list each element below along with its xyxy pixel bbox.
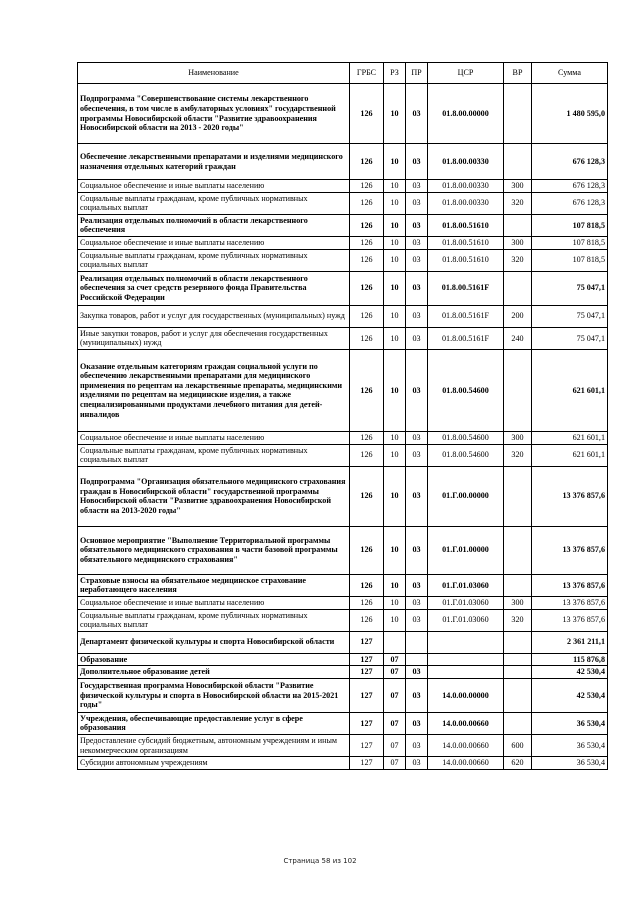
table-row <box>78 596 608 609</box>
row-csr: 01.8.00.00330 <box>428 144 504 180</box>
table-row <box>78 349 608 431</box>
row-csr: 01.8.00.5161F <box>428 327 504 349</box>
row-rz: 10 <box>384 444 406 466</box>
row-csr: 01.Г.01.03060 <box>428 574 504 596</box>
row-csr: 14.0.00.00000 <box>428 678 504 712</box>
row-grbs: 126 <box>350 444 384 466</box>
table-row <box>78 735 608 757</box>
row-sum: 107 818,5 <box>532 236 608 249</box>
row-name: Государственная программа Новосибирской области "Развитие физической культуры и спорта в Новосибирской области на 2015-2021 годы" <box>78 678 350 712</box>
row-pr: 03 <box>406 444 428 466</box>
row-sum: 676 128,3 <box>532 180 608 193</box>
row-csr: 01.Г.01.03060 <box>428 596 504 609</box>
row-rz: 07 <box>384 678 406 712</box>
row-grbs: 126 <box>350 180 384 193</box>
row-sum: 2 361 211,1 <box>532 631 608 653</box>
row-grbs: 127 <box>350 735 384 757</box>
row-grbs: 126 <box>350 596 384 609</box>
row-sum: 75 047,1 <box>532 271 608 305</box>
row-vr: 320 <box>504 609 532 631</box>
row-sum: 13 376 857,6 <box>532 609 608 631</box>
row-pr: 03 <box>406 84 428 144</box>
row-pr: 03 <box>406 735 428 757</box>
table-row <box>78 180 608 193</box>
row-grbs: 126 <box>350 84 384 144</box>
row-name: Основное мероприятие "Выполнение Территориальной программы обязательного медицинского страхования в части базовой программы обязательного медицинского страхования" <box>78 526 350 574</box>
row-vr: 300 <box>504 431 532 444</box>
row-name: Подпрограмма "Совершенствование системы лекарственного обеспечения, в том числе в амбулаторных условиях" государственной программы Новосибирской области "Развитие здравоохранения Новосибирской области на 2013 - 2020 годы" <box>78 84 350 144</box>
row-name: Субсидии автономным учреждениям <box>78 757 350 770</box>
row-csr <box>428 653 504 666</box>
table-row <box>78 192 608 214</box>
row-grbs: 126 <box>350 466 384 526</box>
row-vr <box>504 214 532 236</box>
col-header-name: Наименование <box>78 63 350 84</box>
row-vr <box>504 666 532 679</box>
row-sum: 676 128,3 <box>532 192 608 214</box>
row-sum: 621 601,1 <box>532 444 608 466</box>
table-row <box>78 144 608 180</box>
table-row <box>78 609 608 631</box>
col-header-sum: Сумма <box>532 63 608 84</box>
table-row <box>78 526 608 574</box>
row-sum: 13 376 857,6 <box>532 526 608 574</box>
row-grbs: 126 <box>350 236 384 249</box>
row-rz: 07 <box>384 666 406 679</box>
row-csr: 01.Г.01.00000 <box>428 526 504 574</box>
row-name: Дополнительное образование детей <box>78 666 350 679</box>
row-grbs: 126 <box>350 214 384 236</box>
row-csr: 01.8.00.00000 <box>428 84 504 144</box>
row-grbs: 127 <box>350 757 384 770</box>
row-csr: 01.8.00.54600 <box>428 349 504 431</box>
table-row <box>78 466 608 526</box>
row-vr <box>504 526 532 574</box>
row-pr: 03 <box>406 249 428 271</box>
table-row <box>78 305 608 327</box>
row-vr <box>504 84 532 144</box>
row-name: Социальное обеспечение и иные выплаты населению <box>78 236 350 249</box>
row-csr: 01.8.00.51610 <box>428 249 504 271</box>
col-header-csr: ЦСР <box>428 63 504 84</box>
row-sum: 621 601,1 <box>532 431 608 444</box>
row-vr <box>504 712 532 734</box>
row-rz: 10 <box>384 466 406 526</box>
row-vr <box>504 466 532 526</box>
budget-table-container <box>77 62 607 770</box>
row-sum: 36 530,4 <box>532 735 608 757</box>
row-sum: 42 530,4 <box>532 666 608 679</box>
row-rz: 10 <box>384 180 406 193</box>
row-vr <box>504 144 532 180</box>
row-pr: 03 <box>406 192 428 214</box>
row-name: Реализация отдельных полномочий в области лекарственного обеспечения за счет средств резервного фонда Правительства Российской Федерации <box>78 271 350 305</box>
row-sum: 36 530,4 <box>532 712 608 734</box>
row-grbs: 126 <box>350 271 384 305</box>
row-pr: 03 <box>406 757 428 770</box>
table-row <box>78 271 608 305</box>
row-name: Учреждения, обеспечивающие предоставление услуг в сфере образования <box>78 712 350 734</box>
row-csr <box>428 666 504 679</box>
row-grbs: 127 <box>350 653 384 666</box>
row-grbs: 126 <box>350 574 384 596</box>
row-pr: 03 <box>406 271 428 305</box>
row-csr: 01.8.00.51610 <box>428 236 504 249</box>
row-sum: 42 530,4 <box>532 678 608 712</box>
row-rz: 10 <box>384 349 406 431</box>
table-row <box>78 631 608 653</box>
row-vr: 300 <box>504 236 532 249</box>
row-csr: 01.Г.00.00000 <box>428 466 504 526</box>
row-pr: 03 <box>406 596 428 609</box>
row-csr: 01.Г.01.03060 <box>428 609 504 631</box>
row-pr: 03 <box>406 609 428 631</box>
row-rz: 10 <box>384 249 406 271</box>
row-sum: 676 128,3 <box>532 144 608 180</box>
row-vr: 300 <box>504 180 532 193</box>
row-grbs: 126 <box>350 249 384 271</box>
row-rz: 10 <box>384 214 406 236</box>
row-grbs: 126 <box>350 349 384 431</box>
row-rz: 10 <box>384 431 406 444</box>
budget-table <box>77 62 608 770</box>
row-rz: 07 <box>384 653 406 666</box>
row-pr <box>406 631 428 653</box>
row-vr: 320 <box>504 249 532 271</box>
row-vr <box>504 653 532 666</box>
row-csr: 01.8.00.51610 <box>428 214 504 236</box>
table-row <box>78 666 608 679</box>
row-sum: 1 480 595,0 <box>532 84 608 144</box>
row-name: Подпрограмма "Организация обязательного медицинского страхования граждан в Новосибирской области" государственной программы Новосибирской области "Развитие здравоохранения Новосибирской области на 2013-2020 годы" <box>78 466 350 526</box>
row-vr <box>504 631 532 653</box>
row-csr: 14.0.00.00660 <box>428 735 504 757</box>
row-rz: 07 <box>384 757 406 770</box>
row-rz: 10 <box>384 305 406 327</box>
row-rz: 10 <box>384 526 406 574</box>
row-vr <box>504 574 532 596</box>
row-grbs: 127 <box>350 666 384 679</box>
row-sum: 621 601,1 <box>532 349 608 431</box>
row-rz: 10 <box>384 144 406 180</box>
row-pr: 03 <box>406 666 428 679</box>
row-csr: 01.8.00.00330 <box>428 180 504 193</box>
row-grbs: 127 <box>350 678 384 712</box>
row-rz <box>384 631 406 653</box>
row-csr: 01.8.00.5161F <box>428 305 504 327</box>
row-csr: 01.8.00.54600 <box>428 431 504 444</box>
row-grbs: 126 <box>350 431 384 444</box>
row-rz: 10 <box>384 609 406 631</box>
row-rz: 07 <box>384 735 406 757</box>
row-pr: 03 <box>406 712 428 734</box>
table-row <box>78 653 608 666</box>
col-header-vr: ВР <box>504 63 532 84</box>
table-row <box>78 236 608 249</box>
row-csr: 01.8.00.00330 <box>428 192 504 214</box>
row-vr: 620 <box>504 757 532 770</box>
row-name: Социальное обеспечение и иные выплаты населению <box>78 596 350 609</box>
row-rz: 10 <box>384 574 406 596</box>
row-name: Предоставление субсидий бюджетным, автономным учреждениям и иным некоммерческим организациям <box>78 735 350 757</box>
row-sum: 75 047,1 <box>532 327 608 349</box>
row-pr: 03 <box>406 327 428 349</box>
row-vr <box>504 349 532 431</box>
row-name: Страховые взносы на обязательное медицинское страхование неработающего населения <box>78 574 350 596</box>
row-vr: 300 <box>504 596 532 609</box>
row-sum: 13 376 857,6 <box>532 596 608 609</box>
row-rz: 10 <box>384 596 406 609</box>
row-sum: 107 818,5 <box>532 249 608 271</box>
row-csr: 14.0.00.00660 <box>428 712 504 734</box>
row-sum: 36 530,4 <box>532 757 608 770</box>
table-row <box>78 84 608 144</box>
row-name: Реализация отдельных полномочий в области лекарственного обеспечения <box>78 214 350 236</box>
table-row <box>78 574 608 596</box>
table-row <box>78 249 608 271</box>
row-name: Образование <box>78 653 350 666</box>
row-pr: 03 <box>406 180 428 193</box>
row-name: Социальные выплаты гражданам, кроме публичных нормативных социальных выплат <box>78 609 350 631</box>
row-name: Департамент физической культуры и спорта Новосибирской области <box>78 631 350 653</box>
row-sum: 115 876,8 <box>532 653 608 666</box>
row-name: Социальные выплаты гражданам, кроме публичных нормативных социальных выплат <box>78 192 350 214</box>
table-row <box>78 712 608 734</box>
table-header-row <box>78 63 608 84</box>
row-pr: 03 <box>406 678 428 712</box>
table-body <box>78 84 608 770</box>
table-row <box>78 757 608 770</box>
row-pr: 03 <box>406 236 428 249</box>
col-header-grbs: ГРБС <box>350 63 384 84</box>
row-sum: 75 047,1 <box>532 305 608 327</box>
row-pr: 03 <box>406 574 428 596</box>
row-grbs: 127 <box>350 712 384 734</box>
row-grbs: 126 <box>350 327 384 349</box>
row-vr: 200 <box>504 305 532 327</box>
table-row <box>78 431 608 444</box>
table-row <box>78 214 608 236</box>
row-pr: 03 <box>406 305 428 327</box>
row-vr: 600 <box>504 735 532 757</box>
row-sum: 13 376 857,6 <box>532 574 608 596</box>
row-pr: 03 <box>406 526 428 574</box>
row-vr: 320 <box>504 444 532 466</box>
row-rz: 10 <box>384 236 406 249</box>
row-name: Оказание отдельным категориям граждан социальной услуги по обеспечению лекарственными препаратами для медицинского применения по рецептам на лекарственные препараты, медицинскими изделиями по рецептам на медицинские изделия, а также специализированными продуктами лечебного питания для детей-инвалидов <box>78 349 350 431</box>
row-name: Обеспечение лекарственными препаратами и изделиями медицинского назначения отдельных категорий граждан <box>78 144 350 180</box>
row-grbs: 126 <box>350 526 384 574</box>
table-row <box>78 327 608 349</box>
row-grbs: 126 <box>350 305 384 327</box>
row-rz: 10 <box>384 271 406 305</box>
row-pr: 03 <box>406 214 428 236</box>
page-number: Страница 58 из 102 <box>283 857 357 865</box>
row-grbs: 126 <box>350 144 384 180</box>
row-vr: 320 <box>504 192 532 214</box>
row-grbs: 127 <box>350 631 384 653</box>
row-rz: 07 <box>384 712 406 734</box>
row-name: Социальные выплаты гражданам, кроме публичных нормативных социальных выплат <box>78 444 350 466</box>
row-rz: 10 <box>384 327 406 349</box>
row-vr <box>504 271 532 305</box>
col-header-rz: РЗ <box>384 63 406 84</box>
row-grbs: 126 <box>350 609 384 631</box>
row-name: Закупка товаров, работ и услуг для государственных (муниципальных) нужд <box>78 305 350 327</box>
row-pr: 03 <box>406 144 428 180</box>
row-sum: 13 376 857,6 <box>532 466 608 526</box>
row-name: Социальное обеспечение и иные выплаты населению <box>78 431 350 444</box>
row-csr: 14.0.00.00660 <box>428 757 504 770</box>
row-csr: 01.8.00.54600 <box>428 444 504 466</box>
row-name: Иные закупки товаров, работ и услуг для обеспечения государственных (муниципальных) нужд <box>78 327 350 349</box>
row-csr: 01.8.00.5161F <box>428 271 504 305</box>
row-pr: 03 <box>406 431 428 444</box>
row-vr: 240 <box>504 327 532 349</box>
col-header-pr: ПР <box>406 63 428 84</box>
row-sum: 107 818,5 <box>532 214 608 236</box>
row-name: Социальное обеспечение и иные выплаты населению <box>78 180 350 193</box>
row-name: Социальные выплаты гражданам, кроме публичных нормативных социальных выплат <box>78 249 350 271</box>
row-pr: 03 <box>406 349 428 431</box>
row-rz: 10 <box>384 192 406 214</box>
row-csr <box>428 631 504 653</box>
table-row <box>78 678 608 712</box>
row-grbs: 126 <box>350 192 384 214</box>
row-rz: 10 <box>384 84 406 144</box>
row-vr <box>504 678 532 712</box>
table-row <box>78 444 608 466</box>
row-pr <box>406 653 428 666</box>
row-pr: 03 <box>406 466 428 526</box>
